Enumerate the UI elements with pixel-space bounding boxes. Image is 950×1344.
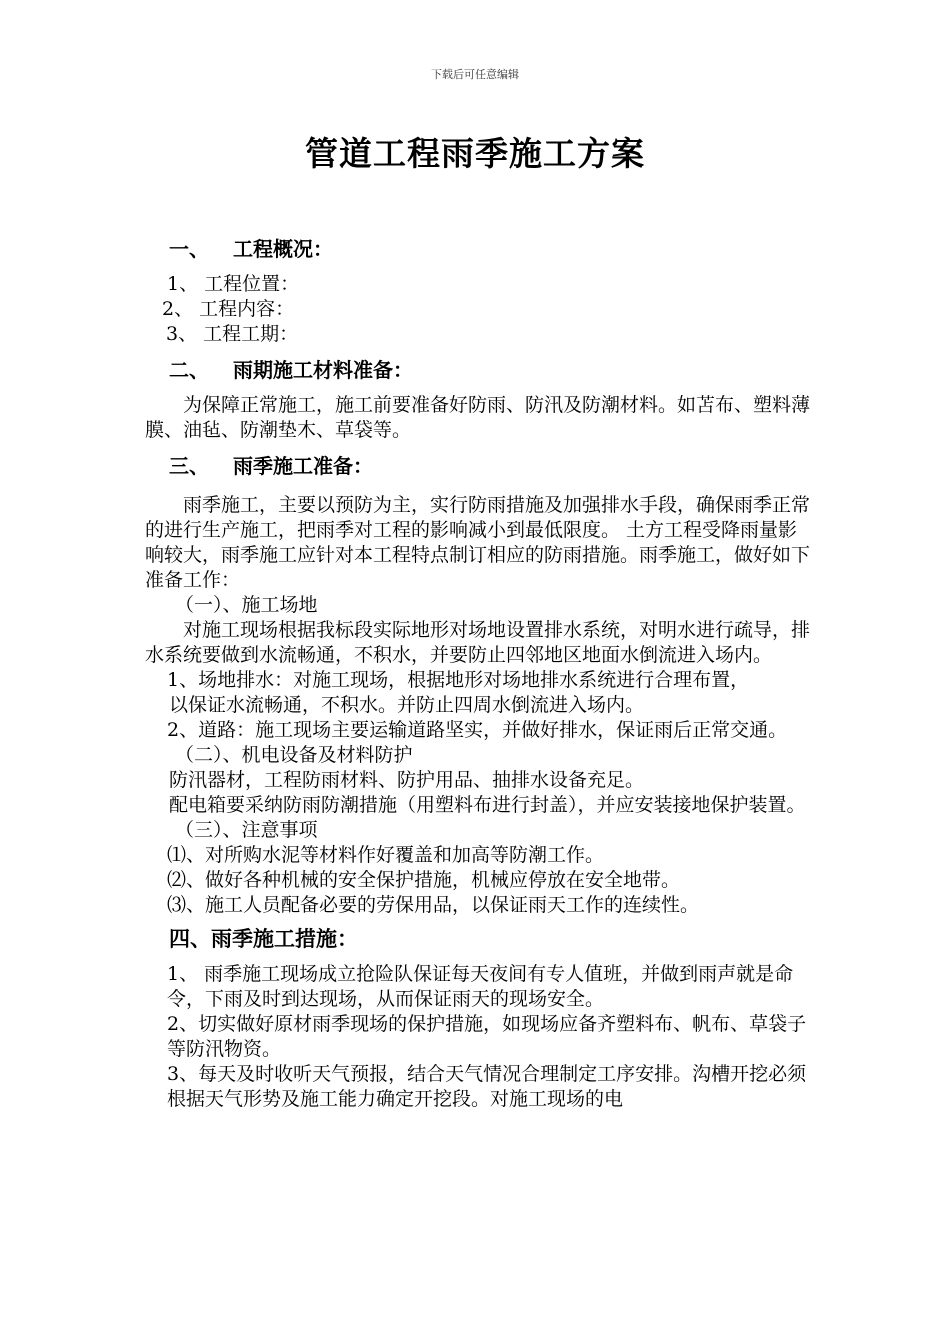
section-3-sub-2: （二）、机电设备及材料防护 [175,744,413,766]
section-3-sub-3: （三）、注意事项 [175,819,318,841]
section-3-note-2: ⑵、做好各种机械的安全保护措施，机械应停放在安全地带。 [167,869,681,891]
section-4-measure-1: 1、 雨季施工现场成立抢险队保证每天夜间有专人值班，并做到雨声就是命令，下雨及时到达现场，从而保证雨天的现场安全。 [167,963,794,1010]
section-3-heading [145,449,810,483]
section-1-number: 一、 [169,237,209,261]
section-3-item-2: 2、道路：施工现场主要运输道路坚实，并做好排水，保证雨后正常交通。 [167,719,788,741]
section-2-heading [145,353,810,387]
section-1-title: 工程概况： [233,237,333,261]
section-3-note-1: ⑴、对所购水泥等材料作好覆盖和加高等防潮工作。 [167,844,605,866]
section-3-note-3: ⑶、施工人员配备必要的劳保用品，以保证雨天工作的连续性。 [167,894,700,916]
section-2-title: 雨期施工材料准备： [233,358,413,382]
section-3-number: 三、 [169,454,209,478]
section-3-sub-1: （一）、施工场地 [175,594,318,616]
section-1-item-2: 2、 工程内容： [162,298,295,320]
section-3-paragraph-1: 雨季施工，主要以预防为主，实行防雨措施及加强排水手段，确保雨季正常的进行生产施工，把雨季对工程的影响减小到最低限度。 土方工程受降雨量影响较大，雨季施工应针对本工程特点制订相应的防雨措施。雨季施工，做好如下准备工作： [145,494,811,591]
section-3-paragraph-2: 对施工现场根据我标段实际地形对场地设置排水系统，对明水进行疏导，排水系统要做到水流畅通，不积水，并要防止四邻地区地面水倒流进入场内。 [145,619,811,666]
section-3-paragraph-4: 配电箱要采纳防雨防潮措施（用塑料布进行封盖），并应安装接地保护装置。 [169,794,806,816]
section-2-paragraph: 为保障正常施工，施工前要准备好防雨、防汛及防潮材料。如苫布、塑料薄膜、油毡、防潮垫木、草袋等。 [145,394,811,441]
section-1-heading [145,232,810,266]
document-body [145,232,810,1112]
section-1-item-3: 3、 工程工期： [166,323,299,345]
section-3-item-1b: 以保证水流畅通，不积水。并防止四周水倒流进入场内。 [169,694,645,716]
section-3-title: 雨季施工准备： [233,454,373,478]
section-1-item-1: 1、 工程位置： [167,273,300,295]
section-4-measure-2: 2、切实做好原材雨季现场的保护措施，如现场应备齐塑料布、帆布、草袋子等防汛物资。 [167,1013,807,1060]
section-3-paragraph-3: 防汛器材，工程防雨材料、防护用品、抽排水设备充足。 [169,769,645,791]
header-note: 下载后可任意编辑 [431,68,519,81]
document-title: 管道工程雨季施工方案 [305,134,645,173]
section-4-heading: 四、雨季施工措施： [169,927,358,951]
section-2-number: 二、 [169,358,209,382]
section-3-item-1a: 1、场地排水：对施工现场，根据地形对场地排水系统进行合理布置， [167,669,750,691]
section-4-measure-3: 3、每天及时收听天气预报，结合天气情况合理制定工序安排。沟槽开挖必须根据天气形势及施工能力确定开挖段。对施工现场的电 [167,1063,807,1110]
